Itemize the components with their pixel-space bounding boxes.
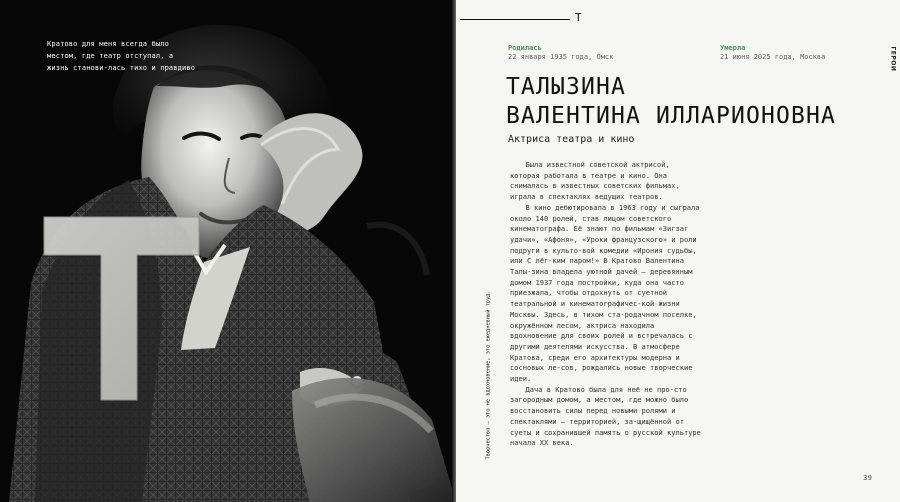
biography-paragraph-3: Дача в Кратово была для неё не про-сто загородным домом, а местом, где можно было восстановить силы перед новыми ролями и спектаклями — территорией, за-щищённой от суеты и сохранившей память о русской культуре начала XX века. — [510, 384, 701, 448]
birth-date: 22 января 1935 года, Омск — [508, 53, 614, 61]
biography-paragraph-1: Была известной советской актрисой, которая работала в театре и кино. Она снималась в известных советских фильмах, играла в спектаклях ведущих театров. — [510, 160, 680, 202]
birth-label: Родилась — [508, 44, 542, 52]
person-role: Актриса театра и кино — [508, 134, 635, 145]
vertical-quote-text: Творчество – это не вдохновение, это ежедневный труд. — [485, 290, 492, 460]
left-page-quote: Кратово для меня всегда было местом, где театр отступал, а жизнь станови-лась тихо и правдиво — [47, 40, 196, 72]
vertical-quote — [483, 287, 493, 462]
name-line-surname: ТАЛЫЗИНА — [506, 74, 626, 100]
section-tag — [890, 45, 900, 105]
page-number: 39 — [863, 474, 872, 482]
header-letter: Т — [575, 11, 582, 24]
name-line-given-name: ВАЛЕНТИНА ИЛЛАРИОНОВНА — [506, 103, 836, 129]
person-name — [506, 73, 876, 131]
header-rule — [460, 19, 570, 20]
death-label: Умерла — [720, 44, 746, 52]
biography-text — [510, 160, 703, 449]
biography-paragraph-2: В кино дебютировала в 1963 году и сыграла около 140 ролей, став лицом советского кинематографа. Её знают по фильмам «Зигзаг удачи», «Афоня», «Уроки французского» и роли подруги в культо-вой комедии «Ирония судьбы, или С лёг-ким паром!» В Кратово Валентина Талы-зина владела уютной дачей — деревянным домом 1937 года постройки, куда она часто приезжала, чтобы отдохнуть от суетной театральной и кинематографичес-кой жизни Москвы. Здесь, в тихом ста-родачном поселке, окружённом лесом, актриса находила вдохновение для своих ролей и встречалась с другими деятелями искусства. В атмосфере Кратова, среди его архитектуры модерна и сосновых ле-сов, рождались новые творческие идеи. — [510, 202, 700, 384]
section-tag-label: ГЕРОИ — [889, 46, 897, 72]
death-date: 21 июня 2025 года, Москва — [720, 53, 826, 61]
right-text-page — [456, 0, 900, 502]
